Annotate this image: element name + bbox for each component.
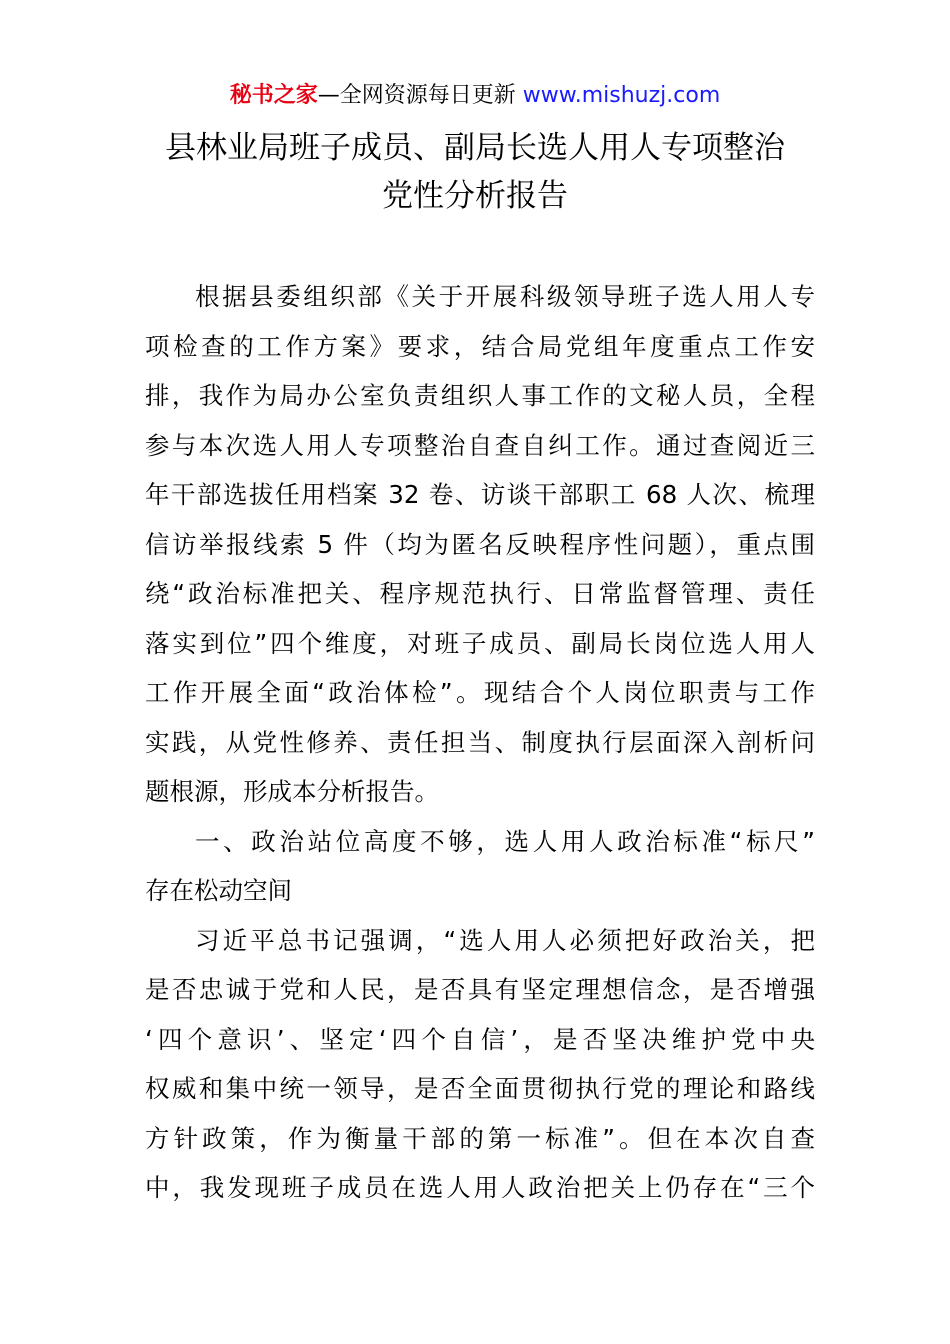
body-line: 中，我发现班子成员在选人用人政治把关上仍存在“三个 — [145, 1173, 815, 1202]
body-line: ‘四个意识’、坚定‘四个自信’，是否坚决维护党中央 — [145, 1024, 815, 1054]
body-line: 落实到位”四个维度，对班子成员、副局长岗位选人用人 — [145, 628, 815, 658]
body-line: 根据县委组织部《关于开展科级领导班子选人用人专 — [195, 282, 815, 311]
body-line: 权威和集中统一领导，是否全面贯彻执行党的理论和路线 — [145, 1074, 815, 1103]
section-heading-line: 一、政治站位高度不够，选人用人政治标准“标尺” — [195, 826, 815, 856]
site-url-link[interactable]: www.mishuzj.com — [522, 83, 721, 108]
body-line: 实践，从党性修养、责任担当、制度执行层面深入剖析问 — [145, 727, 815, 757]
site-header — [0, 80, 950, 112]
document-title-line-2: 党性分析报告 — [382, 178, 568, 214]
site-tagline: —全网资源每日更新 — [317, 83, 516, 108]
body-line: 是否忠诚于党和人民，是否具有坚定理想信念，是否增强 — [145, 975, 815, 1004]
body-line: 工作开展全面“政治体检”。现结合个人岗位职责与工作 — [145, 678, 815, 707]
body-line: 信访举报线索 5 件（均为匿名反映程序性问题），重点围 — [145, 529, 815, 559]
site-brand: 秘书之家 — [229, 83, 318, 108]
body-line: 绕“政治标准把关、程序规范执行、日常监督管理、责任 — [145, 579, 815, 608]
section-heading-line: 存在松动空间 — [145, 876, 292, 905]
body-line: 项检查的工作方案》要求，结合局党组年度重点工作安 — [145, 331, 815, 361]
document-body — [145, 272, 815, 1213]
body-line: 习近平总书记强调，“选人用人必须把好政治关，把 — [195, 925, 815, 955]
body-line: 年干部选拔任用档案 32 卷、访谈干部职工 68 人次、梳理 — [145, 480, 815, 509]
body-line: 排，我作为局办公室负责组织人事工作的文秘人员，全程 — [145, 381, 815, 410]
body-line: 题根源，形成本分析报告。 — [145, 777, 439, 806]
body-line: 方针政策，作为衡量干部的第一标准”。但在本次自查 — [145, 1123, 815, 1153]
document-title-line-1: 县林业局班子成员、副局长选人用人专项整治 — [165, 130, 785, 166]
body-line: 参与本次选人用人专项整治自查自纠工作。通过查阅近三 — [145, 430, 815, 460]
